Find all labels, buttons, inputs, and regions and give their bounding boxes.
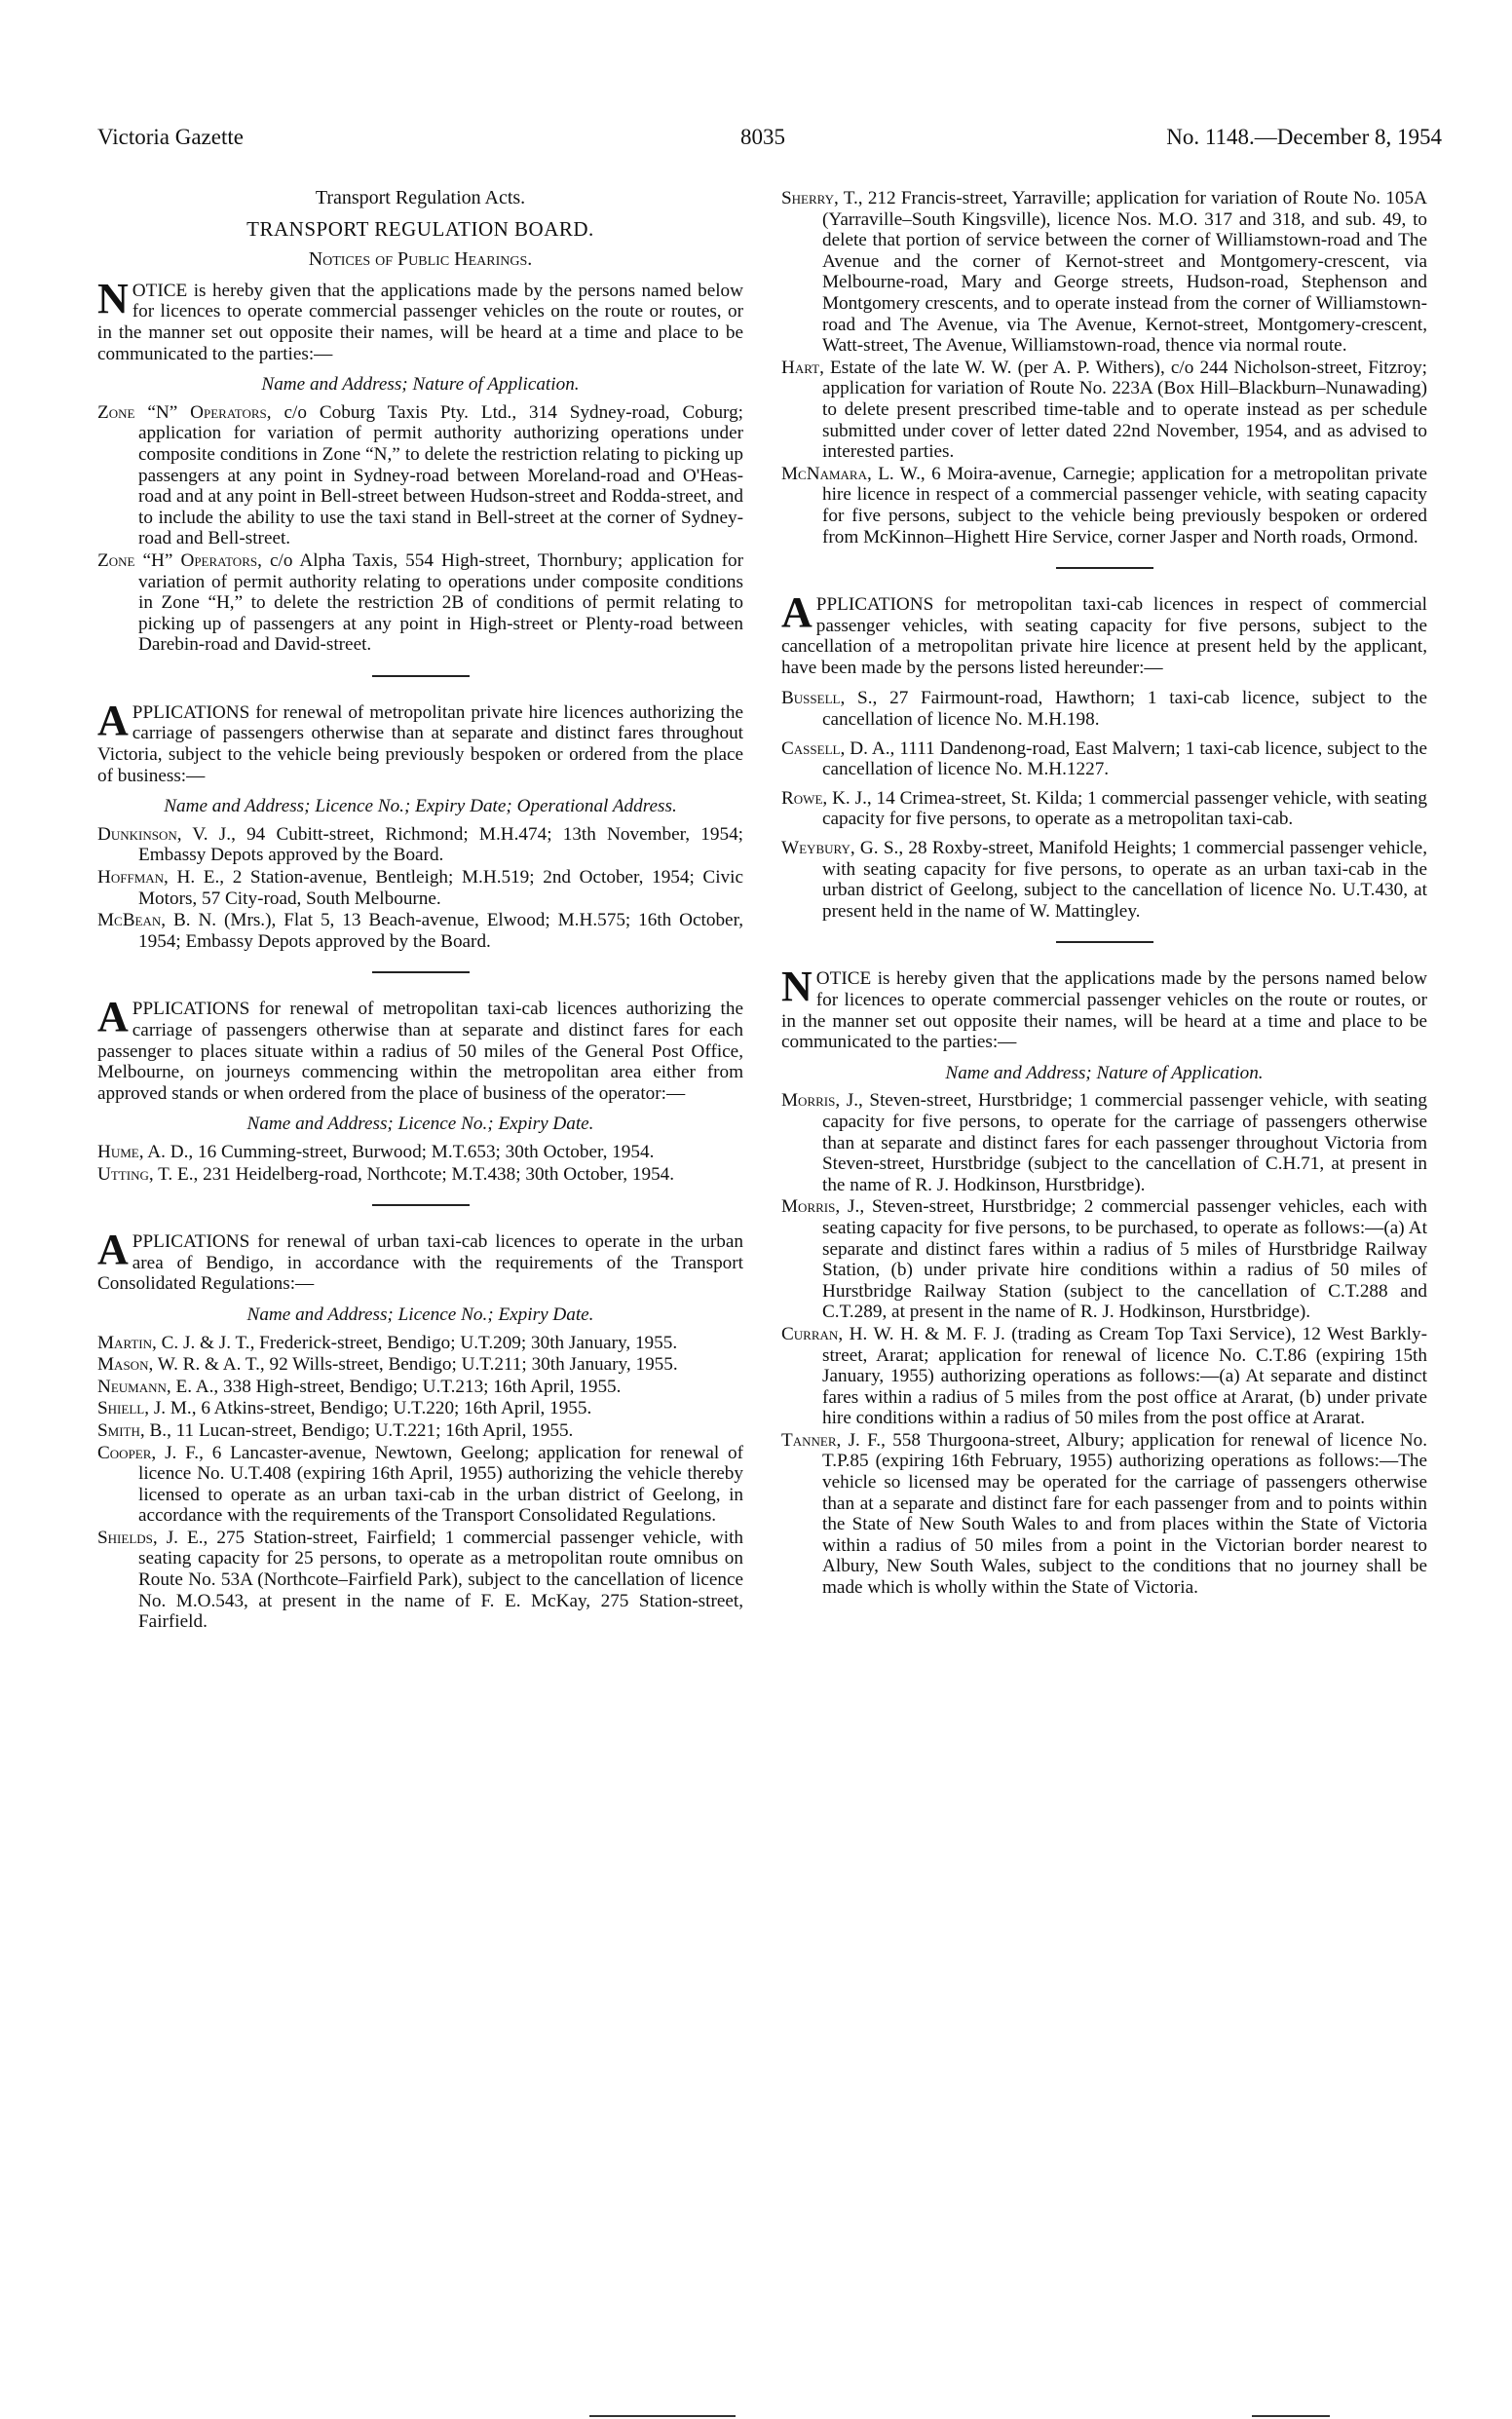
- notice-section-2: [781, 963, 1427, 1599]
- list-item: [97, 910, 743, 952]
- paragraph-text: OTICE is hereby given that the applications made by the persons named below for licences to operate commercial passenger vehicles on the route or routes, or in the manner set out opposite their names, will be heard at a time and place to be communicated to the parties:—: [781, 968, 1427, 1053]
- entry-text: , W. R. & A. T., 92 Wills-street, Bendigo; U.T.211; 30th January, 1955.: [148, 1354, 678, 1376]
- drop-cap: A: [781, 588, 813, 637]
- entry-text: , J. F., 6 Lancaster-avenue, Newtown, Geelong; application for renewal of licence No. U.T.408 (expiring 16th April, 1955) authorizing the vehicle thereby licensed to operate as an urban taxi-cab in the urban district of Geelong, in accordance with the requirements of the Transport Consolidated Regulations.: [138, 1442, 743, 1527]
- entry-name: Morris: [781, 1196, 836, 1218]
- paragraph-text: PPLICATIONS for metropolitan taxi-cab licences in respect of commercial passenger vehicles, with seating capacity for five persons, subject to the cancellation of a metropolitan private hire licence at present held by the applicant, have been made by the persons listed hereunder:—: [781, 594, 1427, 678]
- entry-name: Bussell: [781, 688, 841, 709]
- entry-text: , T., 212 Francis-street, Yarraville; application for variation of Route No. 105A (Yarraville–South Kingsville), licence Nos. M.O. 317 and 318, and sub. 49, to delete that portion of service between the corner of Williamstown-road and The Avenue and the corner of Kernot-street and Montgomery-crescent, via Melbourne-road, Mary and George streets, Hudson-road, Stephenson and Montgomery crescents, and to operate instead from the corner of Williamstown-road and The Avenue, via The Avenue, Kernot-street, Montgomery-crescent, Watt-street, The Avenue, Williamstown-road, thence via normal route.: [822, 188, 1427, 357]
- urban-taxi-section: [97, 1226, 743, 1633]
- entry-name: Hume: [97, 1141, 139, 1162]
- entry-text: , J. M., 6 Atkins-street, Bendigo; U.T.220; 16th April, 1955.: [144, 1398, 592, 1419]
- metro-taxi-section: [97, 993, 743, 1185]
- paragraph-text: PPLICATIONS for renewal of urban taxi-cab licences to operate in the urban area of Bendigo, in accordance with the requirements of the Transport Consolidated Regulations:—: [97, 1231, 743, 1295]
- entry-name: McBean: [97, 910, 162, 931]
- heading-board: TRANSPORT REGULATION BOARD.: [246, 216, 594, 241]
- column-caption: Name and Address; Licence No.; Expiry Date.: [246, 1114, 594, 1135]
- list-item: [97, 1354, 743, 1376]
- heading-notices: Notices of Public Hearings.: [308, 248, 533, 271]
- list-item: [781, 688, 1427, 730]
- list-item: [781, 1090, 1427, 1195]
- entry-text: , C. J. & J. T., Frederick-street, Bendigo; U.T.209; 30th January, 1955.: [152, 1332, 678, 1353]
- entry-name: Neumann: [97, 1376, 167, 1397]
- paragraph-text: OTICE is hereby given that the applications made by the persons named below for licences to operate commercial passenger vehicles on the route or routes, or in the manner set out opposite their names, will be heard at a time and place to be communicated to the parties:—: [97, 280, 743, 364]
- page-number: 8035: [740, 125, 785, 149]
- entry-text: , J., Steven-street, Hurstbridge; 1 commercial passenger vehicle, with seating capacity for five persons, to operate for the carriage of passengers otherwise than at separate and distinct fares for each passenger throughout Victoria from Steven-street, Hurstbridge (subject to the cancellation of C.H.71, at present in the name of R. J. Hodkinson, Hurstbridge).: [822, 1090, 1427, 1195]
- issue-date: No. 1148.—December 8, 1954: [1166, 125, 1442, 149]
- continued-entries: [781, 188, 1427, 548]
- list-item: [97, 867, 743, 909]
- entry-text: , J., Steven-street, Hurstbridge; 2 commercial passenger vehicles, each with seating capacity for five persons, to be purchased, to operate as follows:—(a) At separate and distinct fares within a radius of 5 miles of Hurstbridge Railway Station, (b) under private hire conditions within a radius of 50 miles of Hurstbridge Railway Station (subject to the cancellation of C.T.288 and C.T.289, at present in the name of R. J. Hodkinson, Hurstbridge).: [822, 1196, 1427, 1323]
- right-column: [781, 188, 1427, 1600]
- entry-text: , B. N. (Mrs.), Flat 5, 13 Beach-avenue, Elwood; M.H.575; 16th October, 1954; Embassy Depots approved by the Board.: [138, 910, 743, 952]
- entry-name: Zone “N” Operators: [97, 401, 267, 423]
- entry-text: , J. F., 558 Thurgoona-street, Albury; application for renewal of licence No. T.P.85 (expiring 16th February, 1955) authorizing operations as follows:—The vehicle so licensed may be operated for the carriage of passengers otherwise than at a separate and distinct fare for each passenger from and to points within the State of New South Wales to and from places within the State of Victoria within a radius of 50 miles from a point in the Victorian border nearest to Albury, New South Wales, subject to the conditions that no journey shall be made which is wholly within the State of Victoria.: [822, 1429, 1427, 1599]
- list-item: [781, 358, 1427, 463]
- new-taxi-section: [781, 588, 1427, 922]
- entry-text: , J. E., 275 Station-street, Fairfield; 1 commercial passenger vehicle, with seating capacity for 25 persons, to operate as a metropolitan route omnibus on Route No. 53A (Northcote–Fairfield Park), subject to the cancellation of licence No. M.O.543, at present in the name of F. E. McKay, 275 Station-street, Fairfield.: [138, 1527, 743, 1633]
- entry-name: Cassell: [781, 737, 841, 759]
- list-item: [781, 464, 1427, 548]
- entry-name: Curran: [781, 1323, 839, 1344]
- entry-name: Cooper: [97, 1442, 152, 1463]
- entry-text: , D. A., 1111 Dandenong-road, East Malvern; 1 taxi-cab licence, subject to the cancellation of licence No. M.H.1227.: [822, 737, 1427, 780]
- entry-name: Sherry: [781, 188, 835, 208]
- entry-text: , G. S., 28 Roxby-street, Manifold Heights; 1 commercial passenger vehicle, with seating capacity for five persons, to operate as an urban taxi-cab in the urban district of Geelong, subject to the cancellation of licence No. U.T.430, at present held in the name of W. Mattingley.: [822, 838, 1427, 922]
- masthead: [97, 125, 1442, 156]
- column-caption: Name and Address; Nature of Application.: [261, 374, 580, 396]
- entry-text: , c/o Alpha Taxis, 554 High-street, Thornbury; application for variation of permit authority relating to operations under composite conditions in Zone “H,” to delete the restriction 2B of conditions of permit relating to picking up of passengers at any point in High-street or Plenty-road between Darebin-road and David-street.: [138, 549, 744, 656]
- entry-text: , B., 11 Lucan-street, Bendigo; U.T.221; 16th April, 1955.: [139, 1419, 574, 1441]
- entry-name: McNamara: [781, 463, 867, 484]
- list-item: [781, 1324, 1427, 1429]
- section-divider: [372, 1204, 470, 1206]
- entry-name: Utting: [97, 1163, 149, 1185]
- list-item: [781, 1196, 1427, 1323]
- heading-acts: Transport Regulation Acts.: [315, 187, 526, 208]
- entry-text: , Estate of the late W. W. (per A. P. Withers), c/o 244 Nicholson-street, Fitzroy; application for variation of Route No. 223A (Box Hill–Blackburn–Nunawading) to delete present prescribed time-table and to operate instead as per schedule submitted under cover of letter dated 22nd November, 1954, and as advised to interested parties.: [819, 357, 1427, 463]
- intro-paragraph: [781, 588, 1427, 678]
- private-hire-section: [97, 696, 743, 953]
- list-item: [781, 738, 1427, 780]
- entry-name: Tanner: [781, 1429, 837, 1451]
- entry-text: , A. D., 16 Cumming-street, Burwood; M.T.653; 30th October, 1954.: [138, 1141, 655, 1162]
- footer-rule-right: [1252, 2415, 1330, 2417]
- list-item: [97, 1398, 743, 1419]
- list-item: [781, 788, 1427, 830]
- section-divider: [372, 675, 470, 677]
- entry-text: , c/o Coburg Taxis Pty. Ltd., 314 Sydney-road, Coburg; application for variation of permit authority authorizing operations under composite conditions in Zone “N,” to delete the restriction relating to picking up passengers at any point in Sydney-road between Moreland-road and O'Heas-road and at any point in Bell-street between Hudson-street and Rodda-street, and to include the ability to use the taxi stand in Bell-street at the corner of Sydney-road and Bell-street.: [138, 401, 744, 549]
- entry-name: Hart: [781, 357, 820, 378]
- entry-name: Weybury: [781, 838, 850, 859]
- left-column: [97, 188, 743, 1634]
- column-caption: Name and Address; Nature of Application.: [945, 1062, 1264, 1083]
- section-divider: [1056, 941, 1153, 943]
- entry-text: , S., 27 Fairmount-road, Hawthorn; 1 taxi-cab licence, subject to the cancellation of licence No. M.H.198.: [822, 688, 1427, 731]
- column-caption: Name and Address; Licence No.; Expiry Date.: [246, 1304, 594, 1325]
- list-item: [97, 1377, 743, 1398]
- list-item: [97, 1443, 743, 1527]
- entry-name: Mason: [97, 1354, 149, 1376]
- entry-text: , H. E., 2 Station-avenue, Bentleigh; M.H.519; 2nd October, 1954; Civic Motors, 57 City-road, South Melbourne.: [138, 867, 743, 909]
- footer-rule-left: [589, 2415, 736, 2417]
- drop-cap: A: [97, 696, 129, 744]
- paragraph-text: PPLICATIONS for renewal of metropolitan taxi-cab licences authorizing the carriage of passengers otherwise than at separate and distinct fares for each passenger to places situate within a radius of 50 miles of the General Post Office, Melbourne, on journeys commencing within the metropolitan area either from approved stands or when ordered from the place of business of the operator:—: [97, 999, 743, 1104]
- entry-name: Zone “H” Operators: [97, 549, 258, 571]
- intro-paragraph: [97, 1226, 743, 1295]
- entry-text: , T. E., 231 Heidelberg-road, Northcote; M.T.438; 30th October, 1954.: [148, 1163, 675, 1185]
- list-item: [781, 188, 1427, 357]
- intro-paragraph: [97, 993, 743, 1104]
- list-item: [781, 838, 1427, 922]
- list-item: [97, 1142, 743, 1163]
- entry-text: , E. A., 338 High-street, Bendigo; U.T.213; 16th April, 1955.: [166, 1376, 622, 1397]
- drop-cap: A: [97, 993, 129, 1041]
- entry-name: Shiell: [97, 1398, 145, 1419]
- entry-name: Shields: [97, 1527, 153, 1548]
- drop-cap: A: [97, 1226, 129, 1274]
- entry-text: , H. W. H. & M. F. J. (trading as Cream Top Taxi Service), 12 West Barkly-street, Ararat; application for renewal of licence No. C.T.86 (expiring 15th January, 1955) authorizing operations as follows:—(a) At separate and distinct fares within a radius of 5 miles from the post office at Ararat, (b) under private hire conditions within a radius of 50 miles from the post office at Ararat.: [822, 1323, 1427, 1429]
- list-item: [781, 1430, 1427, 1599]
- drop-cap: N: [781, 963, 813, 1011]
- section-divider: [1056, 567, 1153, 569]
- notice-paragraph: [97, 274, 743, 364]
- entry-name: Hoffman: [97, 867, 165, 888]
- paragraph-text: PPLICATIONS for renewal of metropolitan private hire licences authorizing the carriage of passengers otherwise than at separate and distinct fares throughout Victoria, subject to the vehicle being previously bespoken or ordered from the place of business:—: [97, 701, 743, 786]
- publication-title: Victoria Gazette: [97, 125, 244, 149]
- list-item: [97, 1164, 743, 1186]
- column-caption: Name and Address; Licence No.; Expiry Date; Operational Address.: [164, 796, 677, 817]
- entry-text: , V. J., 94 Cubitt-street, Richmond; M.H.474; 13th November, 1954; Embassy Depots approved by the Board.: [138, 823, 743, 866]
- entry-name: Martin: [97, 1332, 152, 1353]
- drop-cap: N: [97, 274, 129, 322]
- entry-text: , L. W., 6 Moira-avenue, Carnegie; application for a metropolitan private hire licence in respect of a commercial passenger vehicle, with seating capacity for five persons, subject to the vehicle being previously bespoken or ordered from McKinnon–Highett Hire Service, corner Jasper and North roads, Ormond.: [822, 463, 1427, 548]
- entry-name: Smith: [97, 1419, 140, 1441]
- list-item: [97, 1333, 743, 1354]
- notice-section-1: [97, 274, 744, 656]
- list-item: [97, 402, 743, 549]
- notice-paragraph: [781, 963, 1427, 1053]
- list-item: [97, 550, 743, 656]
- intro-paragraph: [97, 696, 743, 786]
- list-item: [97, 1528, 743, 1633]
- list-item: [97, 824, 743, 866]
- list-item: [97, 1420, 743, 1442]
- entry-text: , K. J., 14 Crimea-street, St. Kilda; 1 commercial passenger vehicle, with seating capacity for five persons, to operate as a metropolitan taxi-cab.: [822, 787, 1427, 830]
- entry-name: Dunkinson: [97, 823, 177, 845]
- entry-name: Rowe: [781, 787, 823, 809]
- section-divider: [372, 971, 470, 973]
- entry-name: Morris: [781, 1090, 836, 1112]
